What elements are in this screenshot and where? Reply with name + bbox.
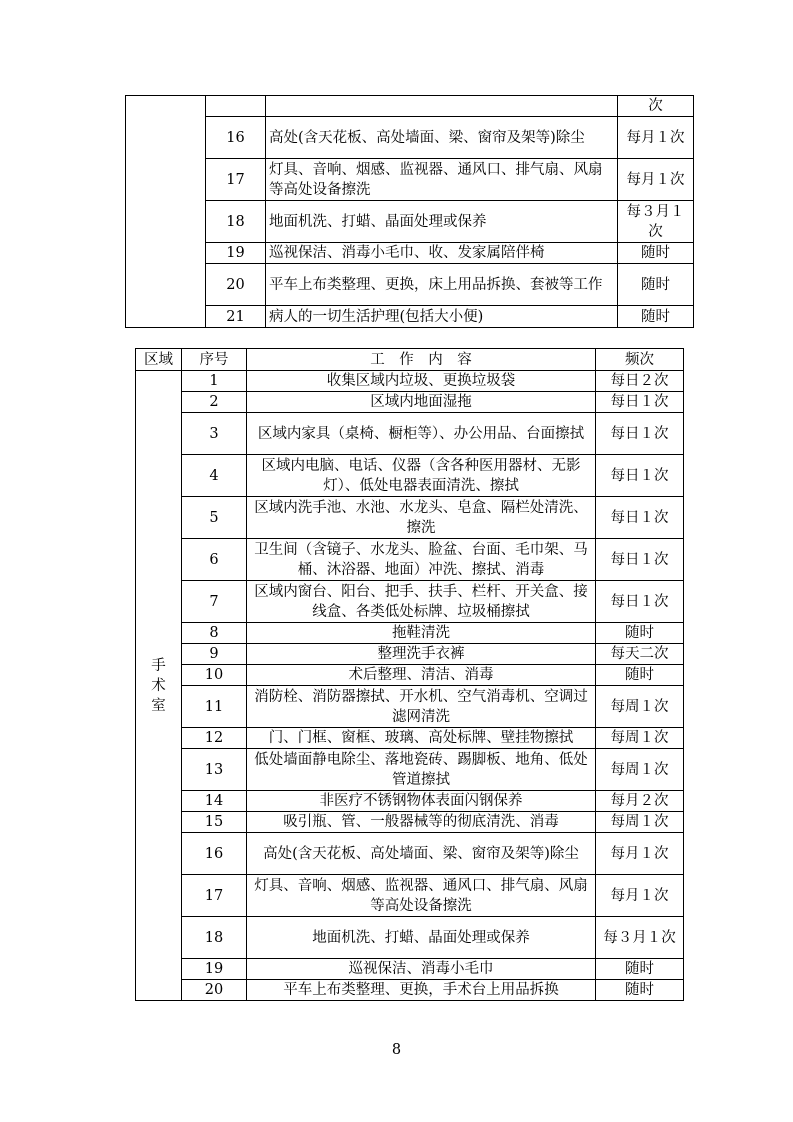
row-frequency: 随时 — [596, 980, 684, 1001]
row-number: 12 — [182, 728, 247, 749]
row-content: 巡视保洁、消毒小毛巾、收、发家属陪伴椅 — [266, 243, 618, 264]
table-row — [136, 665, 684, 686]
row-frequency: 每日１次 — [596, 581, 684, 623]
row-content: 收集区域内垃圾、更换垃圾袋 — [247, 371, 596, 392]
table-row — [136, 497, 684, 539]
row-frequency: 次 — [618, 96, 694, 117]
table-row — [136, 959, 684, 980]
row-number: 11 — [182, 686, 247, 728]
row-frequency: 每日１次 — [596, 413, 684, 455]
row-number: 13 — [182, 749, 247, 791]
row-content: 吸引瓶、管、一般器械等的彻底清洗、消毒 — [247, 812, 596, 833]
area-cell — [126, 96, 206, 328]
row-content: 卫生间（含镜子、水龙头、脸盆、台面、毛巾架、马桶、沐浴器、地面）冲洗、擦拭、消毒 — [247, 539, 596, 581]
row-frequency: 每月１次 — [596, 875, 684, 917]
table-row — [136, 539, 684, 581]
row-number: 14 — [182, 791, 247, 812]
row-frequency: 每周１次 — [596, 749, 684, 791]
row-number: 15 — [182, 812, 247, 833]
table-row — [126, 159, 694, 201]
row-frequency: 每周１次 — [596, 686, 684, 728]
row-content: 高处(含天花板、高处墙面、梁、窗帘及架等)除尘 — [266, 117, 618, 159]
row-frequency: 每日１次 — [596, 455, 684, 497]
table-row — [136, 812, 684, 833]
row-number: 3 — [182, 413, 247, 455]
row-content: 拖鞋清洗 — [247, 623, 596, 644]
row-frequency: 每月２次 — [596, 791, 684, 812]
table-row — [136, 833, 684, 875]
row-frequency: 随时 — [618, 306, 694, 328]
row-frequency: 每天二次 — [596, 644, 684, 665]
table-row — [126, 117, 694, 159]
row-content: 病人的一切生活护理(包括大小便) — [266, 306, 618, 328]
table-row — [126, 243, 694, 264]
row-frequency: 随时 — [596, 665, 684, 686]
table-row — [136, 581, 684, 623]
row-frequency: 每周１次 — [596, 812, 684, 833]
area-name: 手术室 — [151, 657, 166, 714]
table-row — [126, 201, 694, 243]
row-content: 平车上布类整理、更换，手术台上用品拆换 — [247, 980, 596, 1001]
header-number: 序号 — [182, 349, 247, 371]
table-row — [136, 623, 684, 644]
row-number: 18 — [182, 917, 247, 959]
table-row — [136, 875, 684, 917]
row-frequency: 每日１次 — [596, 392, 684, 413]
table-row — [136, 980, 684, 1001]
row-frequency: 随时 — [618, 243, 694, 264]
row-content: 区域内洗手池、水池、水龙头、皂盒、隔栏处清洗、擦洗 — [247, 497, 596, 539]
operating-room-table — [135, 348, 684, 1001]
table-row — [136, 392, 684, 413]
row-content: 非医疗不锈钢物体表面闪钢保养 — [247, 791, 596, 812]
table-row — [126, 96, 694, 117]
row-content: 平车上布类整理、更换，床上用品拆换、套被等工作 — [266, 264, 618, 306]
row-content: 区域内家具（桌椅、橱柜等）、办公用品、台面擦拭 — [247, 413, 596, 455]
row-number: 10 — [182, 665, 247, 686]
row-frequency: 每月１次 — [596, 833, 684, 875]
table-row — [136, 413, 684, 455]
continued-table — [125, 95, 694, 328]
row-number: 19 — [206, 243, 266, 264]
row-number: 8 — [182, 623, 247, 644]
table-header-row — [136, 349, 684, 371]
row-number: 9 — [182, 644, 247, 665]
row-number: 21 — [206, 306, 266, 328]
row-content: 区域内地面湿拖 — [247, 392, 596, 413]
row-content: 灯具、音响、烟感、监视器、通风口、排气扇、风扇等高处设备擦洗 — [266, 159, 618, 201]
row-number: 2 — [182, 392, 247, 413]
row-frequency: 随时 — [596, 959, 684, 980]
row-number: 20 — [182, 980, 247, 1001]
row-number: 5 — [182, 497, 247, 539]
row-content: 巡视保洁、消毒小毛巾 — [247, 959, 596, 980]
row-number — [206, 96, 266, 117]
row-content: 低处墙面静电除尘、落地瓷砖、踢脚板、地角、低处管道擦拭 — [247, 749, 596, 791]
row-content: 门、门框、窗框、玻璃、高处标牌、壁挂物擦拭 — [247, 728, 596, 749]
row-number: 7 — [182, 581, 247, 623]
page-number: 8 — [391, 1042, 402, 1058]
row-content: 术后整理、清洁、消毒 — [247, 665, 596, 686]
row-frequency: 每月１次 — [618, 159, 694, 201]
row-frequency: 每日１次 — [596, 539, 684, 581]
row-number: 16 — [206, 117, 266, 159]
row-content: 消防栓、消防器擦拭、开水机、空气消毒机、空调过滤网清洗 — [247, 686, 596, 728]
table-row — [126, 264, 694, 306]
row-number: 17 — [182, 875, 247, 917]
table-row — [136, 371, 684, 392]
area-cell — [136, 371, 182, 1001]
row-content: 整理洗手衣裤 — [247, 644, 596, 665]
row-frequency: 每３月１次 — [596, 917, 684, 959]
table-row — [136, 644, 684, 665]
table-row — [126, 306, 694, 328]
table-row — [136, 686, 684, 728]
row-frequency: 每月１次 — [618, 117, 694, 159]
row-frequency: 随时 — [596, 623, 684, 644]
row-content — [266, 96, 618, 117]
header-area: 区域 — [136, 349, 182, 371]
header-frequency: 频次 — [596, 349, 684, 371]
row-number: 18 — [206, 201, 266, 243]
row-frequency: 每３月１次 — [618, 201, 694, 243]
row-number: 19 — [182, 959, 247, 980]
row-number: 1 — [182, 371, 247, 392]
row-frequency: 每日１次 — [596, 497, 684, 539]
row-content: 区域内窗台、阳台、把手、扶手、栏杆、开关盒、接线盒、各类低处标牌、垃圾桶擦拭 — [247, 581, 596, 623]
table-row — [136, 791, 684, 812]
table-row — [136, 728, 684, 749]
table-row — [136, 749, 684, 791]
row-number: 20 — [206, 264, 266, 306]
row-content: 高处(含天花板、高处墙面、梁、窗帘及架等)除尘 — [247, 833, 596, 875]
row-number: 6 — [182, 539, 247, 581]
row-number: 16 — [182, 833, 247, 875]
row-number: 4 — [182, 455, 247, 497]
header-content: 工 作 内 容 — [247, 349, 596, 371]
row-content: 地面机洗、打蜡、晶面处理或保养 — [266, 201, 618, 243]
row-frequency: 随时 — [618, 264, 694, 306]
table-row — [136, 917, 684, 959]
table-row — [136, 455, 684, 497]
row-frequency: 每周１次 — [596, 728, 684, 749]
row-content: 区域内电脑、电话、仪器（含各种医用器材、无影灯）、低处电器表面清洗、擦拭 — [247, 455, 596, 497]
row-frequency: 每日２次 — [596, 371, 684, 392]
row-content: 灯具、音响、烟感、监视器、通风口、排气扇、风扇等高处设备擦洗 — [247, 875, 596, 917]
row-number: 17 — [206, 159, 266, 201]
row-content: 地面机洗、打蜡、晶面处理或保养 — [247, 917, 596, 959]
